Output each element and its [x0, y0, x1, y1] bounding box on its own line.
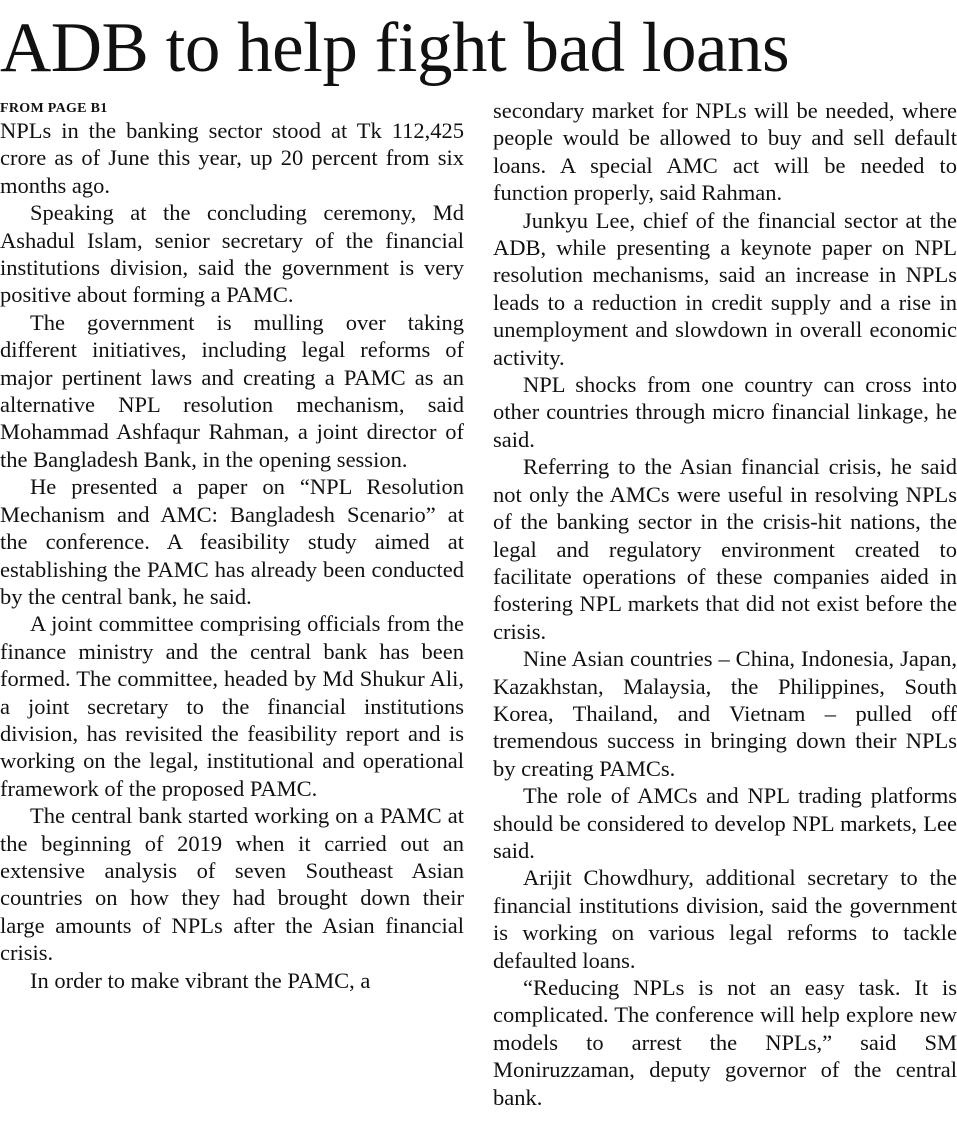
article-column-left	[0, 100, 464, 994]
paragraph: Junkyu Lee, chief of the financial sector at the ADB, while presenting a keynote paper on NPL resolution mechanisms, said an increase in NPLs leads to a reduction in credit supply and a rise in unemployment and slowdown in overall economic activity.	[493, 207, 957, 370]
paragraph: Referring to the Asian financial crisis, he said not only the AMCs were useful in resolving NPLs of the banking sector in the crisis-hit nations, the legal and regulatory environment created to facilitate operations of these companies aided in fostering NPL markets that did not exist before the crisis.	[493, 454, 957, 644]
paragraph: The role of AMCs and NPL trading platforms should be considered to develop NPL markets, Lee said.	[493, 783, 957, 863]
paragraph: He presented a paper on “NPL Resolution Mechanism and AMC: Bangladesh Scenario” at the conference. A feasibility study aimed at establishing the PAMC has already been conducted by the central bank, he said.	[0, 474, 464, 609]
paragraph: NPL shocks from one country can cross into other countries through micro financial linkage, he said.	[493, 372, 957, 452]
paragraph: The central bank started working on a PAMC at the beginning of 2019 when it carried out an extensive analysis of seven Southeast Asian countries on how they had brought down their large amounts of NPLs after the Asian financial crisis.	[0, 803, 464, 966]
paragraph: In order to make vibrant the PAMC, a	[30, 967, 371, 993]
paragraph: “Reducing NPLs is not an easy task. It is complicated. The conference will help explore new models to arrest the NPLs,” said SM Moniruzzaman, deputy governor of the central bank.	[493, 975, 957, 1110]
paragraph: Nine Asian countries – China, Indonesia, Japan, Kazakhstan, Malaysia, the Philippines, South Korea, Thailand, and Vietnam – pulled off tremendous success in bringing down their NPLs by creating PAMCs.	[493, 646, 957, 781]
paragraph: secondary market for NPLs will be needed, where people would be allowed to buy and sell default loans. A special AMC act will be needed to function properly, said Rahman.	[493, 98, 957, 206]
paragraph: The government is mulling over taking different initiatives, including legal reforms of major pertinent laws and creating a PAMC as an alternative NPL resolution mechanism, said Mohammad Ashfaqur Rahman, a joint director of the Bangladesh Bank, in the opening session.	[0, 309, 464, 472]
paragraph: Speaking at the concluding ceremony, Md Ashadul Islam, senior secretary of the financial institutions division, said the government is very positive about forming a PAMC.	[0, 200, 464, 308]
paragraph: Arijit Chowdhury, additional secretary to the financial institutions division, said the government is working on various legal reforms to tackle defaulted loans.	[493, 865, 957, 973]
continuation-kicker: FROM PAGE B1	[0, 101, 108, 116]
article-column-right	[493, 97, 957, 1111]
headline: ADB to help fight bad loans	[0, 9, 790, 87]
paragraph: A joint committee comprising officials from the finance ministry and the central bank has been formed. The committee, headed by Md Shukur Ali, a joint secretary to the financial institutions division, has revisited the feasibility report and is working on the legal, institutional and operational framework of the proposed PAMC.	[0, 611, 464, 801]
paragraph: NPLs in the banking sector stood at Tk 112,425 crore as of June this year, up 20 percent from six months ago.	[0, 118, 464, 198]
